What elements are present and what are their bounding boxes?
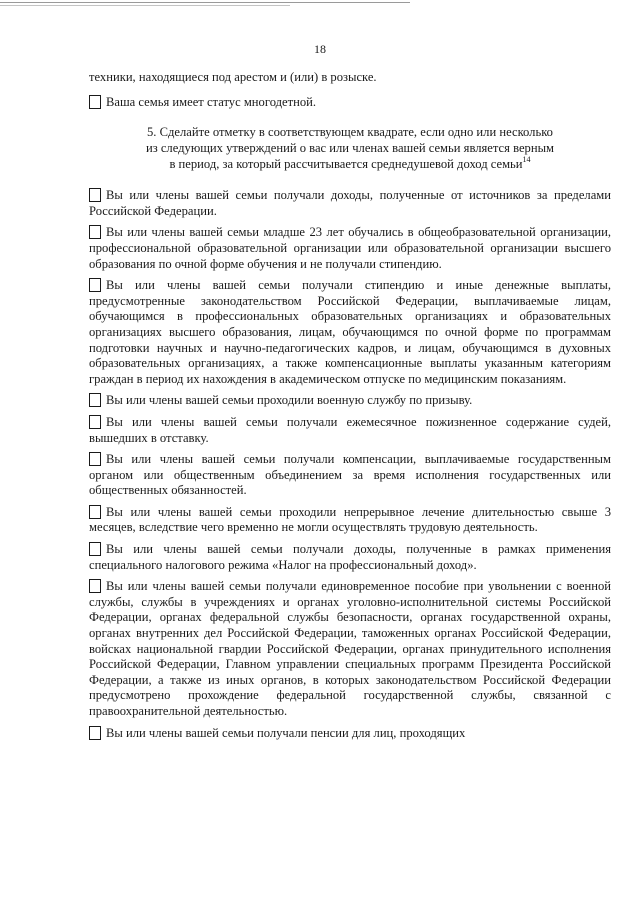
checkbox-pensions[interactable]	[89, 726, 101, 740]
item-label: Вы или члены вашей семьи младше 23 лет обучались в общеобразовательной организации, профессиональной образовательной организации или образовательной организации высшего образования по очной форме обучения и не получали стипендию.	[89, 225, 611, 271]
footnote-ref: 14	[522, 155, 531, 165]
item-dismissal-allowance	[89, 579, 611, 719]
item-foreign-income	[89, 188, 611, 219]
large-family-item	[89, 95, 611, 111]
checkbox-dismissal-allowance[interactable]	[89, 579, 101, 593]
section5-line3	[89, 156, 611, 172]
item-stipend	[89, 278, 611, 387]
checkbox-compensation-duties[interactable]	[89, 452, 101, 466]
page-content	[89, 70, 611, 747]
item-label: Вы или члены вашей семьи получали пенсии для лиц, проходящих	[106, 725, 466, 740]
item-label: Вы или члены вашей семьи проходили военную службу по призыву.	[106, 393, 473, 408]
scan-edge-line	[0, 2, 410, 3]
item-label: Вы или члены вашей семьи получали ежемесячное пожизненное содержание судей, вышедших в отставку.	[89, 414, 611, 445]
checkbox-long-treatment[interactable]	[89, 505, 101, 519]
section5-line3-text: в период, за который рассчитывается среднедушевой доход семьи	[169, 157, 523, 172]
checkbox-foreign-income[interactable]	[89, 188, 101, 202]
scan-edge-line-secondary	[0, 5, 290, 6]
section5-header	[89, 124, 611, 172]
item-label: Вы или члены вашей семьи получали доходы, полученные от источников за пределами Российской Федерации.	[89, 188, 611, 218]
item-retired-judges	[89, 415, 611, 446]
item-self-employed-tax	[89, 542, 611, 573]
checkbox-students-no-stipend[interactable]	[89, 225, 101, 239]
intro-text: техники, находящиеся под арестом и (или) в розыске.	[89, 70, 377, 84]
checkbox-stipend[interactable]	[89, 278, 101, 292]
section5-line1: 5. Сделайте отметку в соответствующем квадрате, если одно или несколько	[147, 125, 553, 140]
item-military-conscription	[89, 393, 611, 409]
item-compensation-duties	[89, 452, 611, 499]
page-number: 18	[314, 42, 326, 56]
item-label: Вы или члены вашей семьи получали стипендию и иные денежные выплаты, предусмотренные законодательством Российской Федерации, выплачиваемые лицам, обучающимся в профессиональных образовательных организациях и образовательных организациях высшего образования, лицам, обучающимся по очной форме по программам подготовки научных и научно-педагогических кадров, и лицам, обучающимся в духовных образовательных организациях, а также компенсационные выплаты указанным категориям граждан в период их нахождения в академическом отпуске по медицинским показаниям.	[89, 278, 611, 386]
section5-line2: из следующих утверждений о вас или членах вашей семьи является верным	[145, 141, 555, 156]
item-long-treatment	[89, 505, 611, 536]
large-family-label: Ваша семья имеет статус многодетной.	[106, 94, 317, 109]
checkbox-military-conscription[interactable]	[89, 393, 101, 407]
item-label: Вы или члены вашей семьи получали единовременное пособие при увольнении с военной службы, службы в учреждениях и органах уголовно-исполнительной системы Российской Федерации, органах федеральной службы безопасности, органах государственной охраны, органах внутренних дел Российской Федерации, таможенных органах Российской Федерации, войсках национальной гвардии Российской Федерации, органах принудительного исполнения Российской Федерации, Главном управлении специальных программ Президента Российской Федерации, а также из иных органов, в которых законодательством Российской Федерации предусмотрено прохождение федеральной государственной службы, связанной с правоохранительной деятельностью.	[89, 579, 611, 718]
item-pensions	[89, 726, 611, 742]
item-students-no-stipend	[89, 225, 611, 272]
item-label: Вы или члены вашей семьи получали компенсации, выплачиваемые государственным органом или общественным объединением за время исполнения государственных или общественных обязанностей.	[89, 452, 611, 498]
checkbox-large-family[interactable]	[89, 95, 101, 109]
checkbox-retired-judges[interactable]	[89, 415, 101, 429]
item-label: Вы или члены вашей семьи проходили непрерывное лечение длительностью свыше 3 месяцев, вследствие чего временно не могли осуществлять трудовую деятельность.	[89, 504, 611, 535]
checkbox-self-employed-tax[interactable]	[89, 542, 101, 556]
item-label: Вы или члены вашей семьи получали доходы, полученные в рамках применения специального налогового режима «Налог на профессиональный доход».	[89, 542, 611, 572]
